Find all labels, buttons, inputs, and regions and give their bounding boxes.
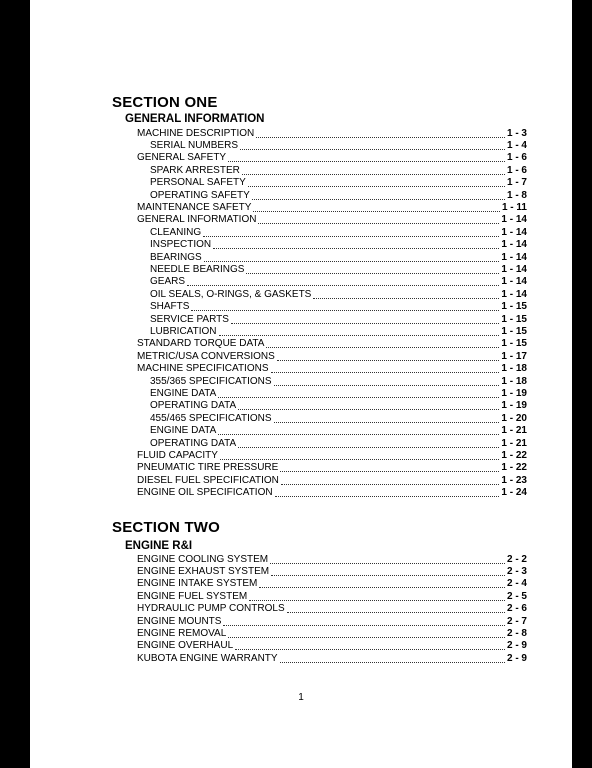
toc-entry-label: METRIC/USA CONVERSIONS (137, 350, 275, 362)
toc-entry (137, 603, 527, 615)
dot-leader (271, 363, 500, 373)
toc-entry-label: ENGINE REMOVAL (137, 627, 227, 639)
toc-entry-page: 1 - 6 (506, 152, 527, 164)
dot-leader (277, 351, 500, 361)
dot-leader (275, 487, 500, 497)
toc-entry (137, 640, 527, 652)
toc-entry-label: PERSONAL SAFETY (150, 177, 246, 189)
dot-leader (204, 252, 500, 262)
toc-entry-label: INSPECTION (150, 239, 212, 251)
document-page (30, 0, 572, 768)
toc-entry-page: 1 - 17 (501, 350, 527, 362)
toc-entry (150, 400, 527, 412)
toc-entry-label: SERVICE PARTS (150, 313, 229, 325)
toc-entry (150, 264, 527, 276)
dot-leader (248, 177, 505, 187)
toc-entry-page: 1 - 7 (506, 177, 527, 189)
dot-leader (246, 264, 499, 274)
toc-entry-page: 1 - 14 (501, 251, 527, 263)
toc-entry (150, 388, 527, 400)
section-subtitle: ENGINE R&I (125, 540, 193, 552)
toc-entry-label: ENGINE MOUNTS (137, 615, 222, 627)
toc-entry (137, 363, 527, 375)
dot-leader (220, 450, 499, 460)
toc-entry (137, 487, 527, 499)
dot-leader (280, 653, 505, 663)
dot-leader (223, 616, 505, 626)
toc-entry (150, 413, 527, 425)
toc-entry-page: 1 - 24 (501, 487, 527, 499)
toc-entry (137, 128, 527, 140)
toc-entry-label: SHAFTS (150, 301, 190, 313)
dot-leader (218, 388, 499, 398)
toc-entry-label: GEARS (150, 276, 186, 288)
toc-entry-page: 2 - 9 (506, 652, 527, 664)
dot-leader (228, 628, 505, 638)
toc-entry-page: 2 - 8 (506, 627, 527, 639)
toc-entry-page: 1 - 18 (501, 375, 527, 387)
dot-leader (271, 566, 505, 576)
dot-leader (238, 438, 499, 448)
dot-leader (313, 289, 499, 299)
toc-entry-page: 1 - 15 (501, 301, 527, 313)
toc-entry-label: ENGINE COOLING SYSTEM (137, 553, 269, 565)
toc-entry-page: 1 - 18 (501, 363, 527, 375)
dot-leader (238, 400, 499, 410)
dot-leader (281, 475, 500, 485)
toc-entry (150, 140, 527, 152)
toc-entry (150, 314, 527, 326)
toc-entry (150, 252, 527, 264)
toc-entry (137, 591, 527, 603)
toc-entry-label: MACHINE SPECIFICATIONS (137, 363, 269, 375)
toc-entry (137, 578, 527, 590)
dot-leader (258, 214, 499, 224)
toc-entry (137, 152, 527, 164)
toc-entry-page: 1 - 3 (506, 127, 527, 139)
dot-leader (252, 190, 505, 200)
toc-entry-page: 2 - 7 (506, 615, 527, 627)
dot-leader (213, 239, 499, 249)
toc-entry (137, 462, 527, 474)
toc-entry-label: MAINTENANCE SAFETY (137, 201, 252, 213)
toc-entry (150, 376, 527, 388)
toc-entry (150, 438, 527, 450)
toc-entry (137, 338, 527, 350)
toc-entry-page: 1 - 22 (501, 462, 527, 474)
dot-leader (231, 314, 500, 324)
toc-entry (137, 202, 527, 214)
dot-leader (266, 338, 499, 348)
toc-entry-page: 1 - 8 (506, 189, 527, 201)
toc-entry-label: ENGINE OIL SPECIFICATION (137, 487, 273, 499)
toc-entry-page: 2 - 6 (506, 603, 527, 615)
toc-entry (150, 326, 527, 338)
toc-entry (150, 190, 527, 202)
toc-entry (150, 276, 527, 288)
toc-entry (137, 351, 527, 363)
dot-leader (242, 165, 505, 175)
toc-entry-label: ENGINE OVERHAUL (137, 640, 234, 652)
dot-leader (249, 591, 505, 601)
toc-entry-page: 1 - 15 (501, 338, 527, 350)
toc-entry-label: STANDARD TORQUE DATA (137, 338, 265, 350)
toc-entry-label: 455/465 SPECIFICATIONS (150, 412, 272, 424)
dot-leader (218, 425, 499, 435)
toc-entry-page: 2 - 3 (506, 565, 527, 577)
toc-entry-page: 1 - 21 (501, 425, 527, 437)
toc-entry-page: 2 - 4 (506, 578, 527, 590)
toc-entry-page: 1 - 22 (501, 449, 527, 461)
toc-entry-page: 1 - 6 (506, 164, 527, 176)
dot-leader (253, 202, 500, 212)
toc-entry-page: 1 - 23 (501, 474, 527, 486)
toc-entry-label: ENGINE DATA (150, 425, 217, 437)
toc-entry (150, 227, 527, 239)
toc-entry-page: 1 - 14 (501, 276, 527, 288)
toc-entry (150, 239, 527, 251)
toc-entry-page: 1 - 14 (501, 288, 527, 300)
toc-entry (150, 177, 527, 189)
toc-entry (137, 628, 527, 640)
dot-leader (259, 578, 505, 588)
toc-entry-label: KUBOTA ENGINE WARRANTY (137, 652, 278, 664)
toc-entry-label: FLUID CAPACITY (137, 449, 218, 461)
toc-entry (137, 616, 527, 628)
dot-leader (280, 462, 499, 472)
toc-entry-label: MACHINE DESCRIPTION (137, 127, 255, 139)
toc-entry-page: 1 - 19 (501, 400, 527, 412)
toc-entry (137, 566, 527, 578)
toc-entry (150, 301, 527, 313)
toc-entry (150, 425, 527, 437)
toc-entry-page: 1 - 14 (501, 214, 527, 226)
toc-entry-label: OPERATING SAFETY (150, 189, 250, 201)
toc-entry (137, 450, 527, 462)
toc-entry-page: 1 - 21 (501, 437, 527, 449)
toc-entry-label: SERIAL NUMBERS (150, 139, 238, 151)
toc-entry (137, 214, 527, 226)
toc-entry-page: 2 - 9 (506, 640, 527, 652)
page-number: 1 (298, 692, 304, 703)
dot-leader (240, 140, 505, 150)
dot-leader (256, 128, 505, 138)
toc-entry-page: 2 - 2 (506, 553, 527, 565)
toc-entry-label: PNEUMATIC TIRE PRESSURE (137, 462, 279, 474)
toc-entry (137, 653, 527, 665)
dot-leader (274, 376, 500, 386)
dot-leader (235, 640, 505, 650)
toc-entry (137, 475, 527, 487)
dot-leader (270, 554, 505, 564)
toc-entry-label: DIESEL FUEL SPECIFICATION (137, 474, 279, 486)
toc-entry-label: ENGINE DATA (150, 387, 217, 399)
dot-leader (228, 152, 505, 162)
dot-leader (287, 603, 505, 613)
toc-entry-label: OPERATING DATA (150, 400, 237, 412)
section-title: SECTION ONE (112, 94, 218, 111)
toc-entry-label: ENGINE FUEL SYSTEM (137, 590, 248, 602)
dot-leader (274, 413, 500, 423)
toc-entry-page: 1 - 14 (501, 239, 527, 251)
toc-entry-label: SPARK ARRESTER (150, 164, 240, 176)
section-subtitle: GENERAL INFORMATION (125, 113, 265, 125)
toc-entry-label: GENERAL SAFETY (137, 152, 227, 164)
section-title: SECTION TWO (112, 519, 221, 536)
toc-entry-label: ENGINE EXHAUST SYSTEM (137, 565, 270, 577)
toc-entry-label: HYDRAULIC PUMP CONTROLS (137, 603, 285, 615)
dot-leader (187, 276, 499, 286)
toc-entry-page: 1 - 11 (501, 201, 527, 213)
toc-entry-page: 1 - 15 (501, 325, 527, 337)
toc-entry-label: ENGINE INTAKE SYSTEM (137, 578, 258, 590)
toc-entry-page: 1 - 14 (501, 263, 527, 275)
toc-entry-label: CLEANING (150, 226, 202, 238)
toc-entry-label: OIL SEALS, O-RINGS, & GASKETS (150, 288, 312, 300)
toc-entry-label: NEEDLE BEARINGS (150, 263, 245, 275)
toc-entry-page: 1 - 4 (506, 139, 527, 151)
dot-leader (219, 326, 500, 336)
toc-entry-page: 1 - 15 (501, 313, 527, 325)
toc-entry (150, 165, 527, 177)
toc-entry-label: BEARINGS (150, 251, 202, 263)
toc-entry-page: 2 - 5 (506, 590, 527, 602)
toc-entry (150, 289, 527, 301)
toc-entry-label: 355/365 SPECIFICATIONS (150, 375, 272, 387)
dot-leader (203, 227, 499, 237)
toc-entry-page: 1 - 20 (501, 412, 527, 424)
toc-entry-label: LUBRICATION (150, 325, 217, 337)
toc-entry (137, 554, 527, 566)
dot-leader (191, 301, 499, 311)
toc-entry-page: 1 - 14 (501, 226, 527, 238)
toc-entry-page: 1 - 19 (501, 387, 527, 399)
toc-entry-label: GENERAL INFORMATION (137, 214, 257, 226)
toc-entry-label: OPERATING DATA (150, 437, 237, 449)
